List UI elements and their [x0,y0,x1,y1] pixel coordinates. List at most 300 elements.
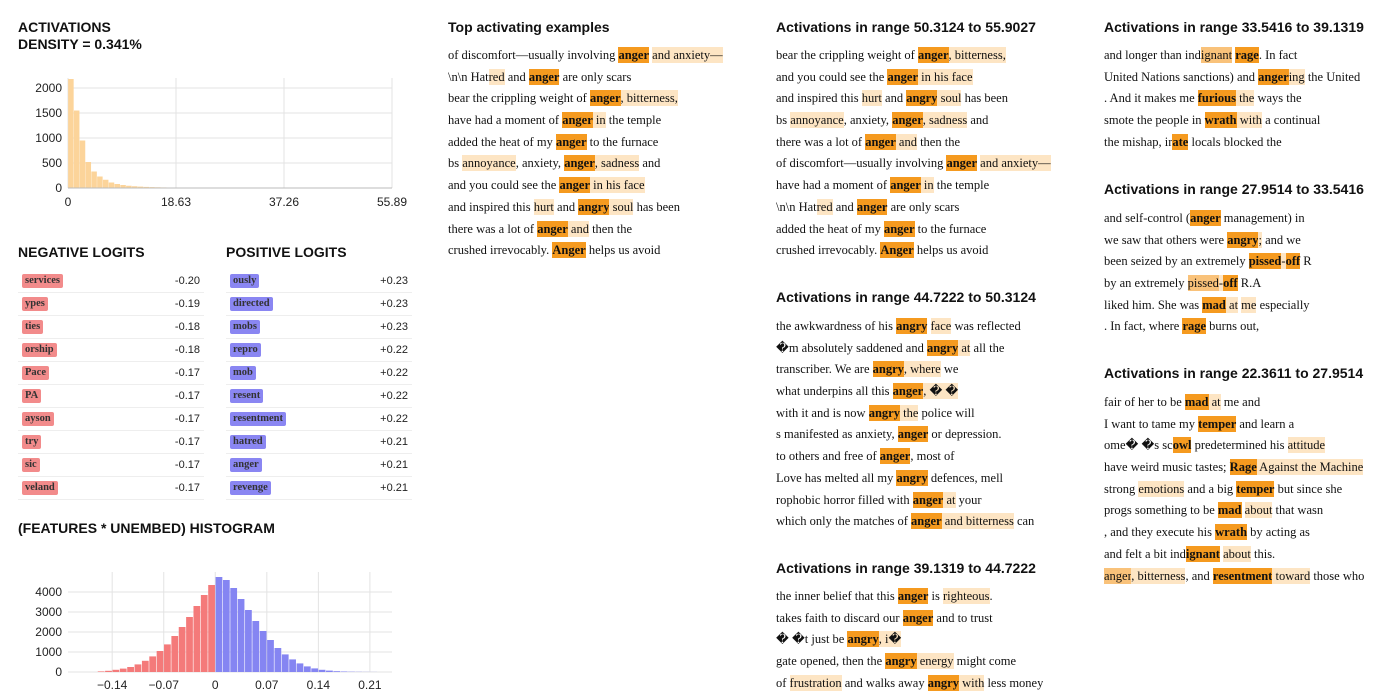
token-highlight-strong: anger [879,449,911,464]
token-text: , most of [910,449,955,464]
histogram-bar [97,177,103,189]
logit-token: anger [230,458,262,472]
token-highlight: soul [609,199,634,214]
histogram-bar [68,79,74,188]
example-line [1104,479,1364,501]
example-line [776,511,1034,533]
example-line [776,629,1043,651]
section-range-39 [776,586,1043,694]
example-line [776,110,1051,132]
histogram-bar [201,595,208,672]
example-line [776,88,1051,110]
token-highlight: and bitterness [941,514,1014,529]
token-highlight: , [948,48,955,62]
token-highlight-strong: anger [562,113,593,128]
token-highlight-strong: pissed [1248,254,1282,269]
token-text: and we [1261,232,1301,247]
y-tick-label: 500 [41,156,62,170]
token-highlight: anxiety— [998,156,1051,171]
token-highlight-strong: off [1223,276,1238,291]
logit-row [18,385,204,408]
token-highlight-strong: anger [559,178,590,193]
token-text: the mishap, ir [1104,134,1173,149]
token-text: have had a moment of [776,178,891,193]
token-highlight: , where [903,362,941,377]
logit-row [18,362,204,385]
token-highlight: , [620,91,627,106]
token-highlight: at [943,492,956,507]
logit-value: -0.17 [174,390,200,402]
token-text: there was a lot of [776,134,866,149]
histogram-bar [208,585,215,672]
token-text: and self-control ( [1104,211,1191,225]
example-line [448,110,723,132]
token-text: are only scars [887,199,960,214]
logit-token: try [22,435,41,449]
section-range-44 [776,316,1034,533]
token-text: can [1013,514,1035,529]
token-highlight: bitterness [1137,568,1186,583]
y-tick-label: 2000 [35,625,62,639]
token-text: but since she [1274,481,1343,496]
x-tick-label: 0 [64,195,72,209]
token-text: R [1300,254,1312,269]
token-highlight: , sadness [922,113,968,128]
example-line [1104,88,1360,110]
example-line [1104,500,1364,522]
token-highlight: about [1244,503,1273,518]
logit-token: resent [230,389,263,403]
histogram-bar [74,111,80,189]
example-line [1104,522,1364,544]
token-text: added the heat of my [448,134,556,149]
token-highlight-strong: mad [1184,395,1209,409]
token-text: might come [953,654,1017,669]
token-highlight-strong: anger [897,589,929,603]
example-line [776,446,1034,468]
token-highlight: red [488,69,505,84]
token-highlight: at [1208,395,1221,409]
logit-row [226,385,412,408]
logit-row [226,316,412,339]
example-line [448,45,723,67]
y-tick-label: 0 [55,665,62,679]
y-tick-label: 1000 [35,645,62,659]
logit-token: revenge [230,481,271,495]
token-highlight: attitude [1287,438,1326,453]
token-text: and felt a bit ind [1104,546,1186,561]
logit-token: mobs [230,320,260,334]
token-highlight-strong: anger [946,156,978,171]
token-highlight: hurt [533,199,554,214]
token-text: . In fact [1258,48,1298,62]
example-line [1104,392,1364,414]
x-tick-label: 18.63 [160,195,192,209]
token-text: predetermined his [1191,438,1288,453]
token-text: and [832,199,857,214]
token-text: takes faith to discard our [776,610,903,625]
logit-row [18,293,204,316]
token-highlight: face [623,178,645,193]
token-highlight: in his [590,178,624,193]
histogram-bar [216,577,223,672]
token-highlight: with [958,675,985,690]
y-tick-label: 3000 [35,605,62,619]
token-highlight: anger [1104,568,1132,583]
token-highlight-strong: angry [1227,232,1259,247]
token-highlight-strong: Anger [880,243,914,258]
section-title-r39: Activations in range 39.1319 to 44.7222 [776,560,1036,576]
token-text: are only scars [559,69,632,84]
token-text: the United [1304,69,1361,84]
token-highlight: and [980,156,999,171]
logit-value: -0.17 [174,413,200,425]
token-text: crushed irrevocably. [776,243,881,258]
token-highlight-strong: anger [883,221,915,236]
x-tick-label: 0.14 [306,678,331,692]
x-tick-label: −0.14 [96,678,128,692]
y-tick-label: 0 [55,181,62,195]
token-text: the inner belief that this [776,589,898,603]
example-line [776,45,1051,67]
positive-logits-title: POSITIVE LOGITS [226,244,347,260]
logit-token: veland [22,481,58,495]
example-line [1104,45,1360,67]
logit-token: mob [230,366,256,380]
token-highlight-strong: owl [1172,438,1192,453]
token-highlight-strong: off [1285,254,1301,269]
example-line [1104,67,1360,89]
histogram-bar [304,666,311,672]
token-highlight: with [1236,113,1262,128]
example-line [776,651,1043,673]
example-line [776,132,1051,154]
histogram-bar [179,627,186,672]
logit-row [226,362,412,385]
token-highlight: energy [916,654,954,669]
logit-value: +0.23 [380,321,408,333]
example-line [448,175,723,197]
x-tick-label: 0 [211,678,219,692]
token-highlight: at [958,340,971,355]
token-text: , and [1185,568,1213,583]
token-highlight-strong: mad [1202,297,1226,312]
token-highlight-strong: anger [589,91,621,106]
x-tick-label: 0.21 [358,678,382,692]
histogram-bar [112,670,119,672]
token-text: � �t just be [776,632,848,647]
logit-value: -0.19 [174,298,200,310]
histogram-bar [98,671,105,672]
token-text: fair of her to be [1104,395,1185,409]
token-highlight-strong: anger [892,113,923,128]
token-text: transcriber. We are [776,362,873,377]
token-highlight-strong: angry [906,91,938,106]
token-highlight: righteous [943,589,990,603]
token-highlight-strong: anger [865,134,896,149]
logit-token: ypes [22,297,48,311]
logit-row [18,270,204,293]
logit-token: orship [22,343,57,357]
token-text: and [553,199,579,214]
token-highlight: , sadness [594,156,640,171]
example-line [448,240,723,262]
token-highlight-strong: angry [896,470,928,485]
histogram-bar [238,599,245,672]
section-range-27 [1104,208,1312,338]
token-text: has been [961,91,1008,106]
histogram-bar [115,184,121,188]
logit-value: -0.18 [174,321,200,333]
token-text: what underpins all this [776,384,893,399]
example-line [776,316,1034,338]
token-highlight-strong: temper [1198,416,1237,431]
token-text: have weird music tastes; [1104,460,1230,475]
token-text: . [989,589,993,603]
example-line [448,197,723,219]
example-line [776,67,1051,89]
token-highlight: , [1131,568,1138,583]
token-highlight-strong: anger [564,156,595,171]
token-text: bear the crippling weight of [776,48,918,62]
example-line [776,403,1034,425]
token-highlight-strong: anger [911,514,942,529]
token-text: , and they execute his [1104,525,1216,540]
logit-token: repro [230,343,261,357]
histogram-bar [157,651,164,672]
logit-row [226,477,412,500]
token-highlight: anxiety— [670,48,723,62]
y-tick-label: 2000 [35,81,62,95]
token-text: burns out, [1206,319,1260,334]
token-text: , anxiety, [843,113,893,128]
token-highlight-strong: angry [927,675,959,690]
token-text: s manifested as anxiety, [776,427,898,442]
token-highlight: bitterness [954,48,1003,62]
logit-row [18,339,204,362]
example-line [1104,132,1360,154]
histogram-bar [341,672,348,673]
logit-row [226,408,412,431]
token-highlight-strong: ignant [1185,546,1220,561]
histogram-bar [127,667,134,672]
logit-token: resentment [230,412,286,426]
token-text: strong [1104,481,1139,496]
token-highlight-strong: mad [1217,503,1242,518]
token-highlight-strong: anger [618,48,650,62]
token-highlight: the [1235,91,1255,106]
x-tick-label: −0.07 [148,678,179,692]
token-text: helps us avoid [913,243,989,258]
activation-density-label: DENSITY = 0.341% [18,36,142,52]
token-text: helps us avoid [585,243,661,258]
x-tick-label: 0.07 [255,678,279,692]
example-line [776,197,1051,219]
token-highlight: soul [937,91,962,106]
histogram-bar [171,636,178,672]
logit-token: Pace [22,366,49,380]
histogram-bar [319,670,326,672]
token-highlight: and [567,221,589,236]
negative-logits-title: NEGATIVE LOGITS [18,244,145,260]
token-text: \n\n Hat [448,69,489,84]
logit-value: -0.17 [174,436,200,448]
token-text: and you could see the [776,69,888,84]
logit-row [18,431,204,454]
section-title-r33: Activations in range 33.5416 to 39.1319 [1104,19,1364,35]
example-line [776,175,1051,197]
token-text: added the heat of my [776,221,884,236]
token-highlight: - [1218,276,1224,291]
token-highlight-strong: furious [1197,91,1236,106]
token-text: gate opened, then the [776,654,886,669]
section-range-50 [776,45,1051,262]
token-text: management) in [1220,211,1305,225]
histogram-bar [267,640,274,672]
token-highlight: at [1225,297,1239,312]
token-text: Love has melted all my [776,470,897,485]
example-line [1104,295,1312,317]
token-text: and to trust [933,610,993,625]
token-highlight-strong: anger [897,427,929,442]
token-highlight: the [899,405,919,420]
unembed-histogram-title: (FEATURES * UNEMBED) HISTOGRAM [18,520,275,536]
token-text: of discomfort—usually involving [448,48,619,62]
token-text: \n\n Hat [776,199,817,214]
logit-token: ties [22,320,43,334]
token-text: by acting as [1247,525,1310,540]
token-text: police will [918,405,975,420]
token-highlight: bitterness [626,91,675,106]
token-highlight-strong: anger [537,221,568,236]
example-line [1104,566,1364,588]
example-line [1104,110,1360,132]
y-tick-label: 4000 [35,585,62,599]
token-text: a continual [1261,113,1321,128]
histogram-bar [103,180,109,188]
logit-value: -0.17 [174,367,200,379]
token-text: bs [776,113,791,128]
example-line [448,132,723,154]
token-text: �m absolutely saddened and [776,340,927,355]
token-text: I want to tame my [1104,416,1199,431]
histogram-bar [326,671,333,672]
token-highlight: hurt [861,91,882,106]
token-text: . And it makes me [1104,91,1198,106]
logit-row [226,431,412,454]
token-text: defences, mell [927,470,1004,485]
histogram-bar [311,668,318,672]
activations-histogram [0,78,420,216]
logit-value: -0.20 [174,275,200,287]
example-line [448,67,723,89]
example-line [448,219,723,241]
token-highlight-strong: anger [887,69,918,84]
example-line [776,424,1034,446]
example-line [776,673,1043,695]
example-line [776,219,1051,241]
histogram-bar [282,654,289,672]
logit-value: +0.21 [380,482,408,494]
token-text: with it and is now [776,405,869,420]
token-highlight-strong: angry [896,319,928,333]
logit-row [18,477,204,500]
token-text: . In fact, where [1104,319,1183,334]
example-line [776,240,1051,262]
histogram-bar [186,617,193,672]
logit-value: +0.22 [380,413,408,425]
section-range-33 [1104,45,1360,153]
section-title-r50: Activations in range 50.3124 to 55.9027 [776,19,1036,35]
token-text: the awkwardness of his [776,319,897,333]
histogram-bar [91,172,97,189]
token-text: then the [588,221,632,236]
example-line [1104,457,1364,479]
x-tick-label: 55.89 [376,195,408,209]
logit-value: +0.22 [380,344,408,356]
token-text: and [639,156,661,171]
example-line [776,490,1034,512]
logit-row [226,454,412,477]
token-text: is [928,589,943,603]
token-highlight-strong: ate [1172,134,1189,149]
token-highlight: face [930,319,952,333]
token-text: less money [984,675,1044,690]
histogram-bar [135,664,142,672]
histogram-bar [164,644,171,672]
token-highlight: emotions [1138,481,1185,496]
token-text: ome� �s sc [1104,438,1173,453]
histogram-bar [223,580,230,672]
token-highlight-strong: angry [868,405,900,420]
token-text: the temple [933,178,990,193]
logit-token: hatred [230,435,266,449]
token-highlight: - [1281,254,1286,269]
token-highlight-strong: temper [1236,481,1275,496]
token-highlight-strong: anger [902,610,934,625]
token-highlight-strong: anger [917,48,949,62]
token-highlight: and [652,48,671,62]
histogram-bar [252,621,259,672]
token-highlight-strong: angry [885,654,917,669]
token-text: especially [1256,297,1310,312]
logit-value: -0.17 [174,482,200,494]
logit-row [226,293,412,316]
token-text: by an extremely [1104,276,1188,291]
token-text: progs something to be [1104,503,1218,518]
token-highlight: in his [918,69,952,84]
section-title-r27: Activations in range 27.9514 to 33.5416 [1104,181,1364,197]
token-highlight-strong: anger [892,384,924,399]
token-text: smote the people in [1104,113,1205,128]
logit-token: ously [230,274,259,288]
section-top-examples [448,45,723,262]
token-highlight: toward [1272,568,1311,583]
token-highlight-strong: anger [1258,69,1289,84]
token-text: your [955,492,982,507]
token-text: has been [633,199,680,214]
example-line [776,359,1034,381]
example-line [448,153,723,175]
token-text: or depression. [928,427,1002,442]
logit-token: directed [230,297,273,311]
token-text: me and [1220,395,1261,409]
token-text: all the [970,340,1005,355]
activations-title-line1: ACTIVATIONS [18,19,111,35]
token-text: the temple [605,113,662,128]
logit-row [226,339,412,362]
logit-row [226,270,412,293]
